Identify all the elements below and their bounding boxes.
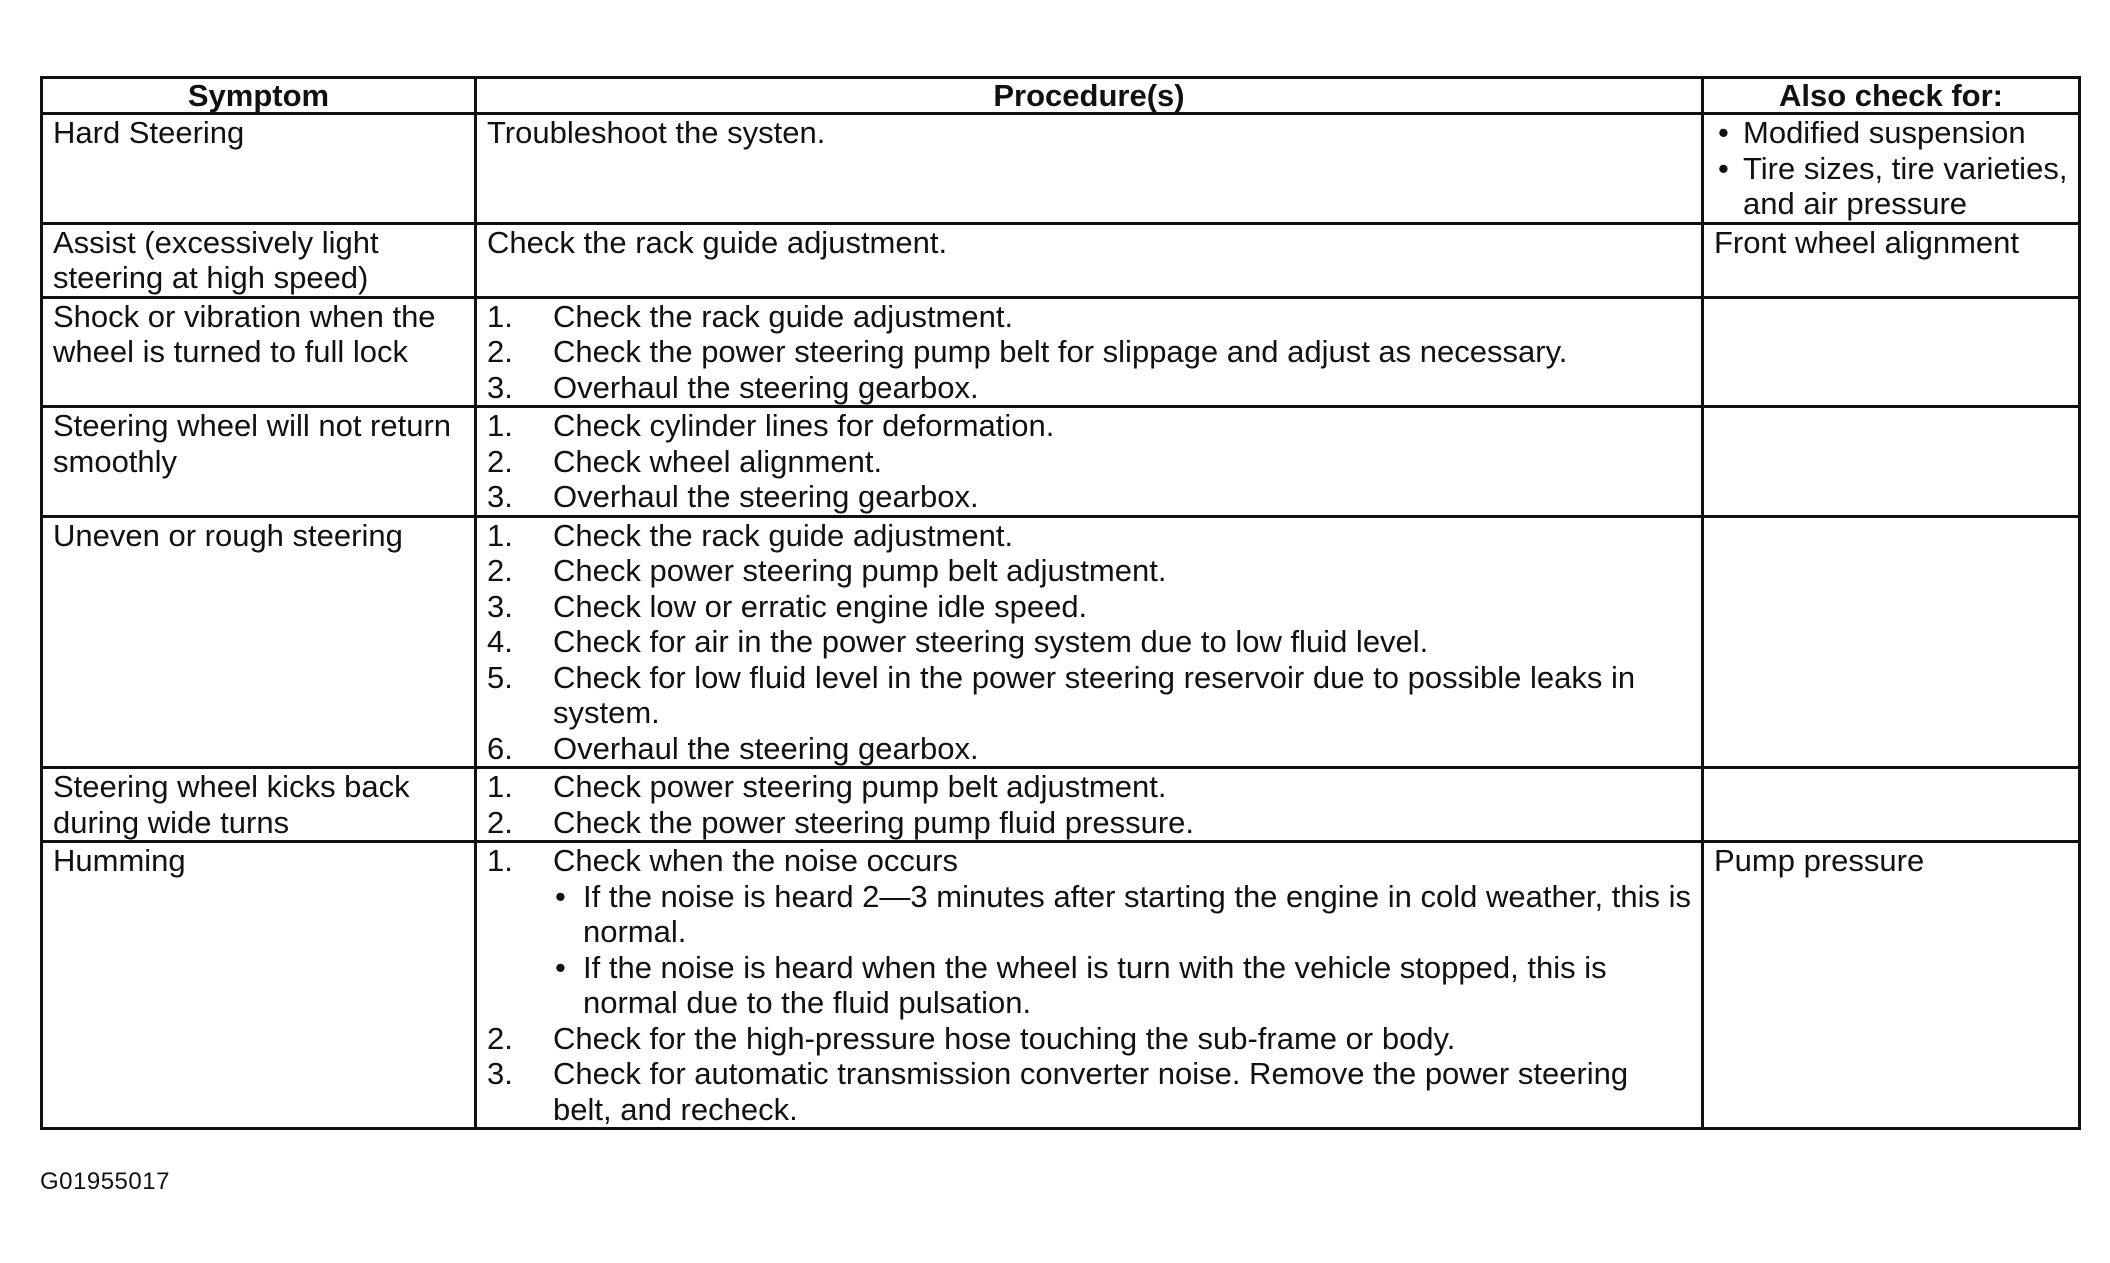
table-row (42, 223, 2080, 297)
step-number: 1. (487, 517, 513, 553)
also-check-cell: Pump pressure (1703, 842, 2080, 1129)
header-symptom: Symptom (42, 78, 476, 114)
procedure-step: 3. Check for automatic transmission converter noise. Remove the power steering belt, and recheck. (487, 1056, 1629, 1127)
step-number: 5. (487, 659, 513, 695)
troubleshooting-table (40, 76, 2081, 1130)
procedure-cell (476, 842, 1703, 1129)
procedure-step: 1. Check when the noise occurs • If the noise is heard 2—3 minutes after starting the engine in cold weather, this is normal. • If the noise is heard when the wheel is turn with the vehicle stopped, this is normal due to the fluid pulsation. (487, 843, 1692, 1020)
header-also-check: Also check for: (1703, 78, 2080, 114)
procedure-step: 1. Check the rack guide adjustment. (487, 517, 1014, 553)
sub-step: • If the noise is heard when the wheel is turn with the vehicle stopped, this is normal due to the fluid pulsation. (555, 949, 1607, 1020)
symptom-cell: Uneven or rough steering (42, 516, 476, 768)
step-number: 1. (487, 769, 513, 804)
procedure-steps (487, 299, 1691, 406)
header-row (42, 78, 2080, 114)
step-number: 3. (487, 369, 513, 405)
procedure-step: 5. Check for low fluid level in the power steering reservoir due to possible leaks in system. (487, 659, 1636, 730)
bullet-icon: • (555, 878, 566, 914)
symptom-cell: Steering wheel kicks back during wide turns (42, 768, 476, 842)
bullet-icon: • (1718, 115, 1729, 150)
procedure-step: 1. Check the rack guide adjustment. (487, 298, 1014, 334)
table-row (42, 114, 2080, 224)
step-number: 1. (487, 843, 513, 878)
procedure-cell (476, 768, 1703, 842)
procedure-steps (487, 518, 1691, 767)
procedure-cell: Troubleshoot the systen. (476, 114, 1703, 224)
step-number: 2. (487, 443, 513, 479)
step-number: 1. (487, 408, 513, 443)
procedure-step: 2. Check power steering pump belt adjustment. (487, 553, 1167, 588)
also-check-cell (1703, 407, 2080, 517)
procedure-step: 3. Overhaul the steering gearbox. (487, 369, 979, 405)
procedure-cell (476, 297, 1703, 407)
also-check-list (1714, 115, 2068, 222)
sub-step: • If the noise is heard 2—3 minutes after starting the engine in cold weather, this is normal. (555, 878, 1692, 949)
table-row (42, 842, 2080, 1129)
also-check-item: • Modified suspension (1718, 115, 2026, 150)
also-check-cell: Front wheel alignment (1703, 223, 2080, 297)
also-check-cell (1703, 516, 2080, 768)
also-check-item: • Tire sizes, tire varieties, and air pressure (1718, 150, 2068, 221)
procedure-step: 6. Overhaul the steering gearbox. (487, 730, 979, 766)
procedure-step: 2. Check the power steering pump fluid pressure. (487, 804, 1194, 840)
step-number: 2. (487, 804, 513, 840)
bullet-icon: • (555, 949, 566, 985)
table-row (42, 768, 2080, 842)
step-number: 3. (487, 1056, 513, 1091)
step-number: 2. (487, 553, 513, 588)
also-check-cell (1703, 114, 2080, 224)
header-procedure: Procedure(s) (476, 78, 1703, 114)
symptom-cell: Assist (excessively light steering at high speed) (42, 223, 476, 297)
step-number: 1. (487, 298, 513, 334)
symptom-cell: Steering wheel will not return smoothly (42, 407, 476, 517)
sub-step-list (553, 879, 1691, 1021)
procedure-step: 2. Check the power steering pump belt for slippage and adjust as necessary. (487, 334, 1568, 369)
procedure-steps (487, 769, 1691, 840)
procedure-steps (487, 843, 1691, 1127)
procedure-step: 1. Check cylinder lines for deformation. (487, 408, 1055, 443)
step-number: 6. (487, 730, 513, 766)
table-row (42, 297, 2080, 407)
procedure-step: 3. Check low or erratic engine idle speed. (487, 588, 1088, 624)
step-number: 4. (487, 624, 513, 659)
procedure-step: 2. Check wheel alignment. (487, 443, 883, 479)
table-row (42, 407, 2080, 517)
step-number: 2. (487, 334, 513, 369)
symptom-cell: Hard Steering (42, 114, 476, 224)
step-number: 3. (487, 588, 513, 624)
procedure-cell (476, 516, 1703, 768)
procedure-steps (487, 408, 1691, 515)
procedure-step: 4. Check for air in the power steering system due to low fluid level. (487, 624, 1429, 659)
procedure-step: 3. Overhaul the steering gearbox. (487, 479, 979, 514)
procedure-cell (476, 407, 1703, 517)
also-check-cell (1703, 297, 2080, 407)
symptom-cell: Humming (42, 842, 476, 1129)
symptom-cell: Shock or vibration when the wheel is turned to full lock (42, 297, 476, 407)
procedure-step: 1. Check power steering pump belt adjustment. (487, 769, 1167, 804)
procedure-step: 2. Check for the high-pressure hose touching the sub-frame or body. (487, 1020, 1456, 1056)
figure-id-label: G01955017 (40, 1168, 170, 1195)
also-check-cell (1703, 768, 2080, 842)
bullet-icon: • (1718, 150, 1729, 186)
table-row (42, 516, 2080, 768)
step-number: 3. (487, 479, 513, 514)
procedure-cell: Check the rack guide adjustment. (476, 223, 1703, 297)
step-number: 2. (487, 1020, 513, 1056)
